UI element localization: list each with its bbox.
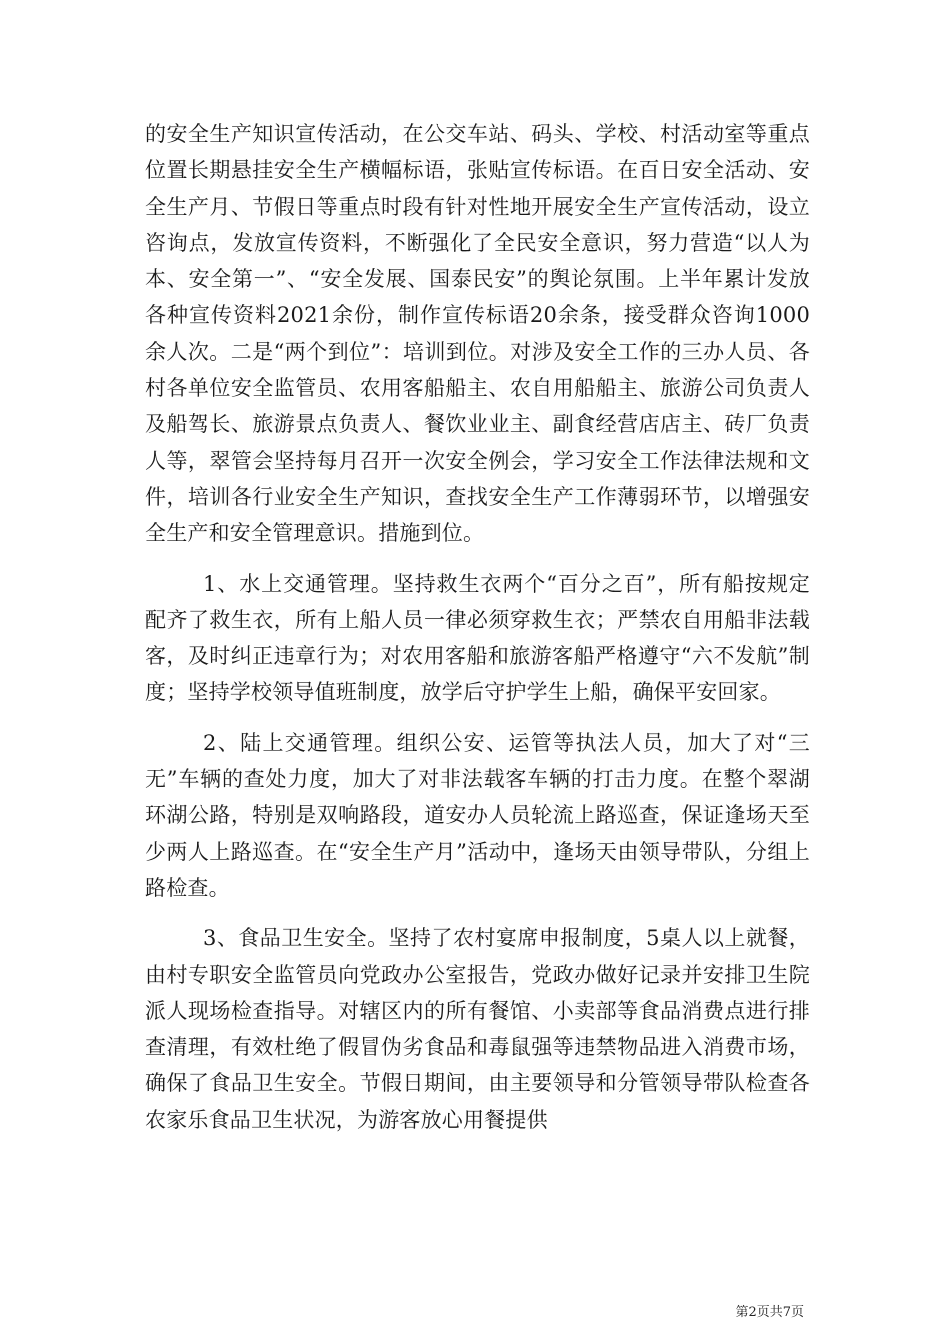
paragraph-land-traffic: 2、陆上交通管理。组织公安、运管等执法人员，加大了对“三无”车辆的查处力度，加大了对非法载客车辆的打击力度。在整个翠湖环湖公路，特别是双响路段，道安办人员轮流上路巡查，保证逢场天至少两人上路巡查。在“安全生产月”活动中，逢场天由领导带队，分组上路检查。 <box>145 730 810 900</box>
page-number: 第2页共7页 <box>735 1305 804 1320</box>
paragraph-food-safety: 3、食品卫生安全。坚持了农村宴席申报制度，5桌人以上就餐，由村专职安全监管员向党政办公室报告，党政办做好记录并安排卫生院派人现场检查指导。对辖区内的所有餐馆、小卖部等食品消费点进行排查清理，有效杜绝了假冒伪劣食品和毒鼠强等违禁物品进入消费市场，确保了食品卫生安全。节假日期间，由主要领导和分管领导带队检查各农家乐食品卫生状况，为游客放心用餐提供 <box>145 926 810 1132</box>
document-body <box>145 116 810 1138</box>
paragraph-safety-publicity: 的安全生产知识宣传活动，在公交车站、码头、学校、村活动室等重点位置长期悬挂安全生产横幅标语，张贴宣传标语。在百日安全活动、安全生产月、节假日等重点时段有针对性地开展安全生产宣传活动，设立咨询点，发放宣传资料，不断强化了全民安全意识，努力营造“以人为本、安全第一”、“安全发展、国泰民安”的舆论氛围。上半年累计发放各种宣传资料2021余份，制作宣传标语20余条，接受群众咨询1000余人次。二是“两个到位”：培训到位。对涉及安全工作的三办人员、各村各单位安全监管员、农用客船船主、农自用船船主、旅游公司负责人及船驾长、旅游景点负责人、餐饮业业主、副食经营店店主、砖厂负责人等，翠管会坚持每月召开一次安全例会，学习安全工作法律法规和文件，培训各行业安全生产知识，查找安全生产工作薄弱环节，以增强安全生产和安全管理意识。措施到位。 <box>145 122 810 546</box>
paragraph-water-traffic: 1、水上交通管理。坚持救生衣两个“百分之百”，所有船按规定配齐了救生衣，所有上船人员一律必须穿救生衣；严禁农自用船非法载客，及时纠正违章行为；对农用客船和旅游客船严格遵守“六不发航”制度；坚持学校领导值班制度，放学后守护学生上船，确保平安回家。 <box>145 571 810 705</box>
